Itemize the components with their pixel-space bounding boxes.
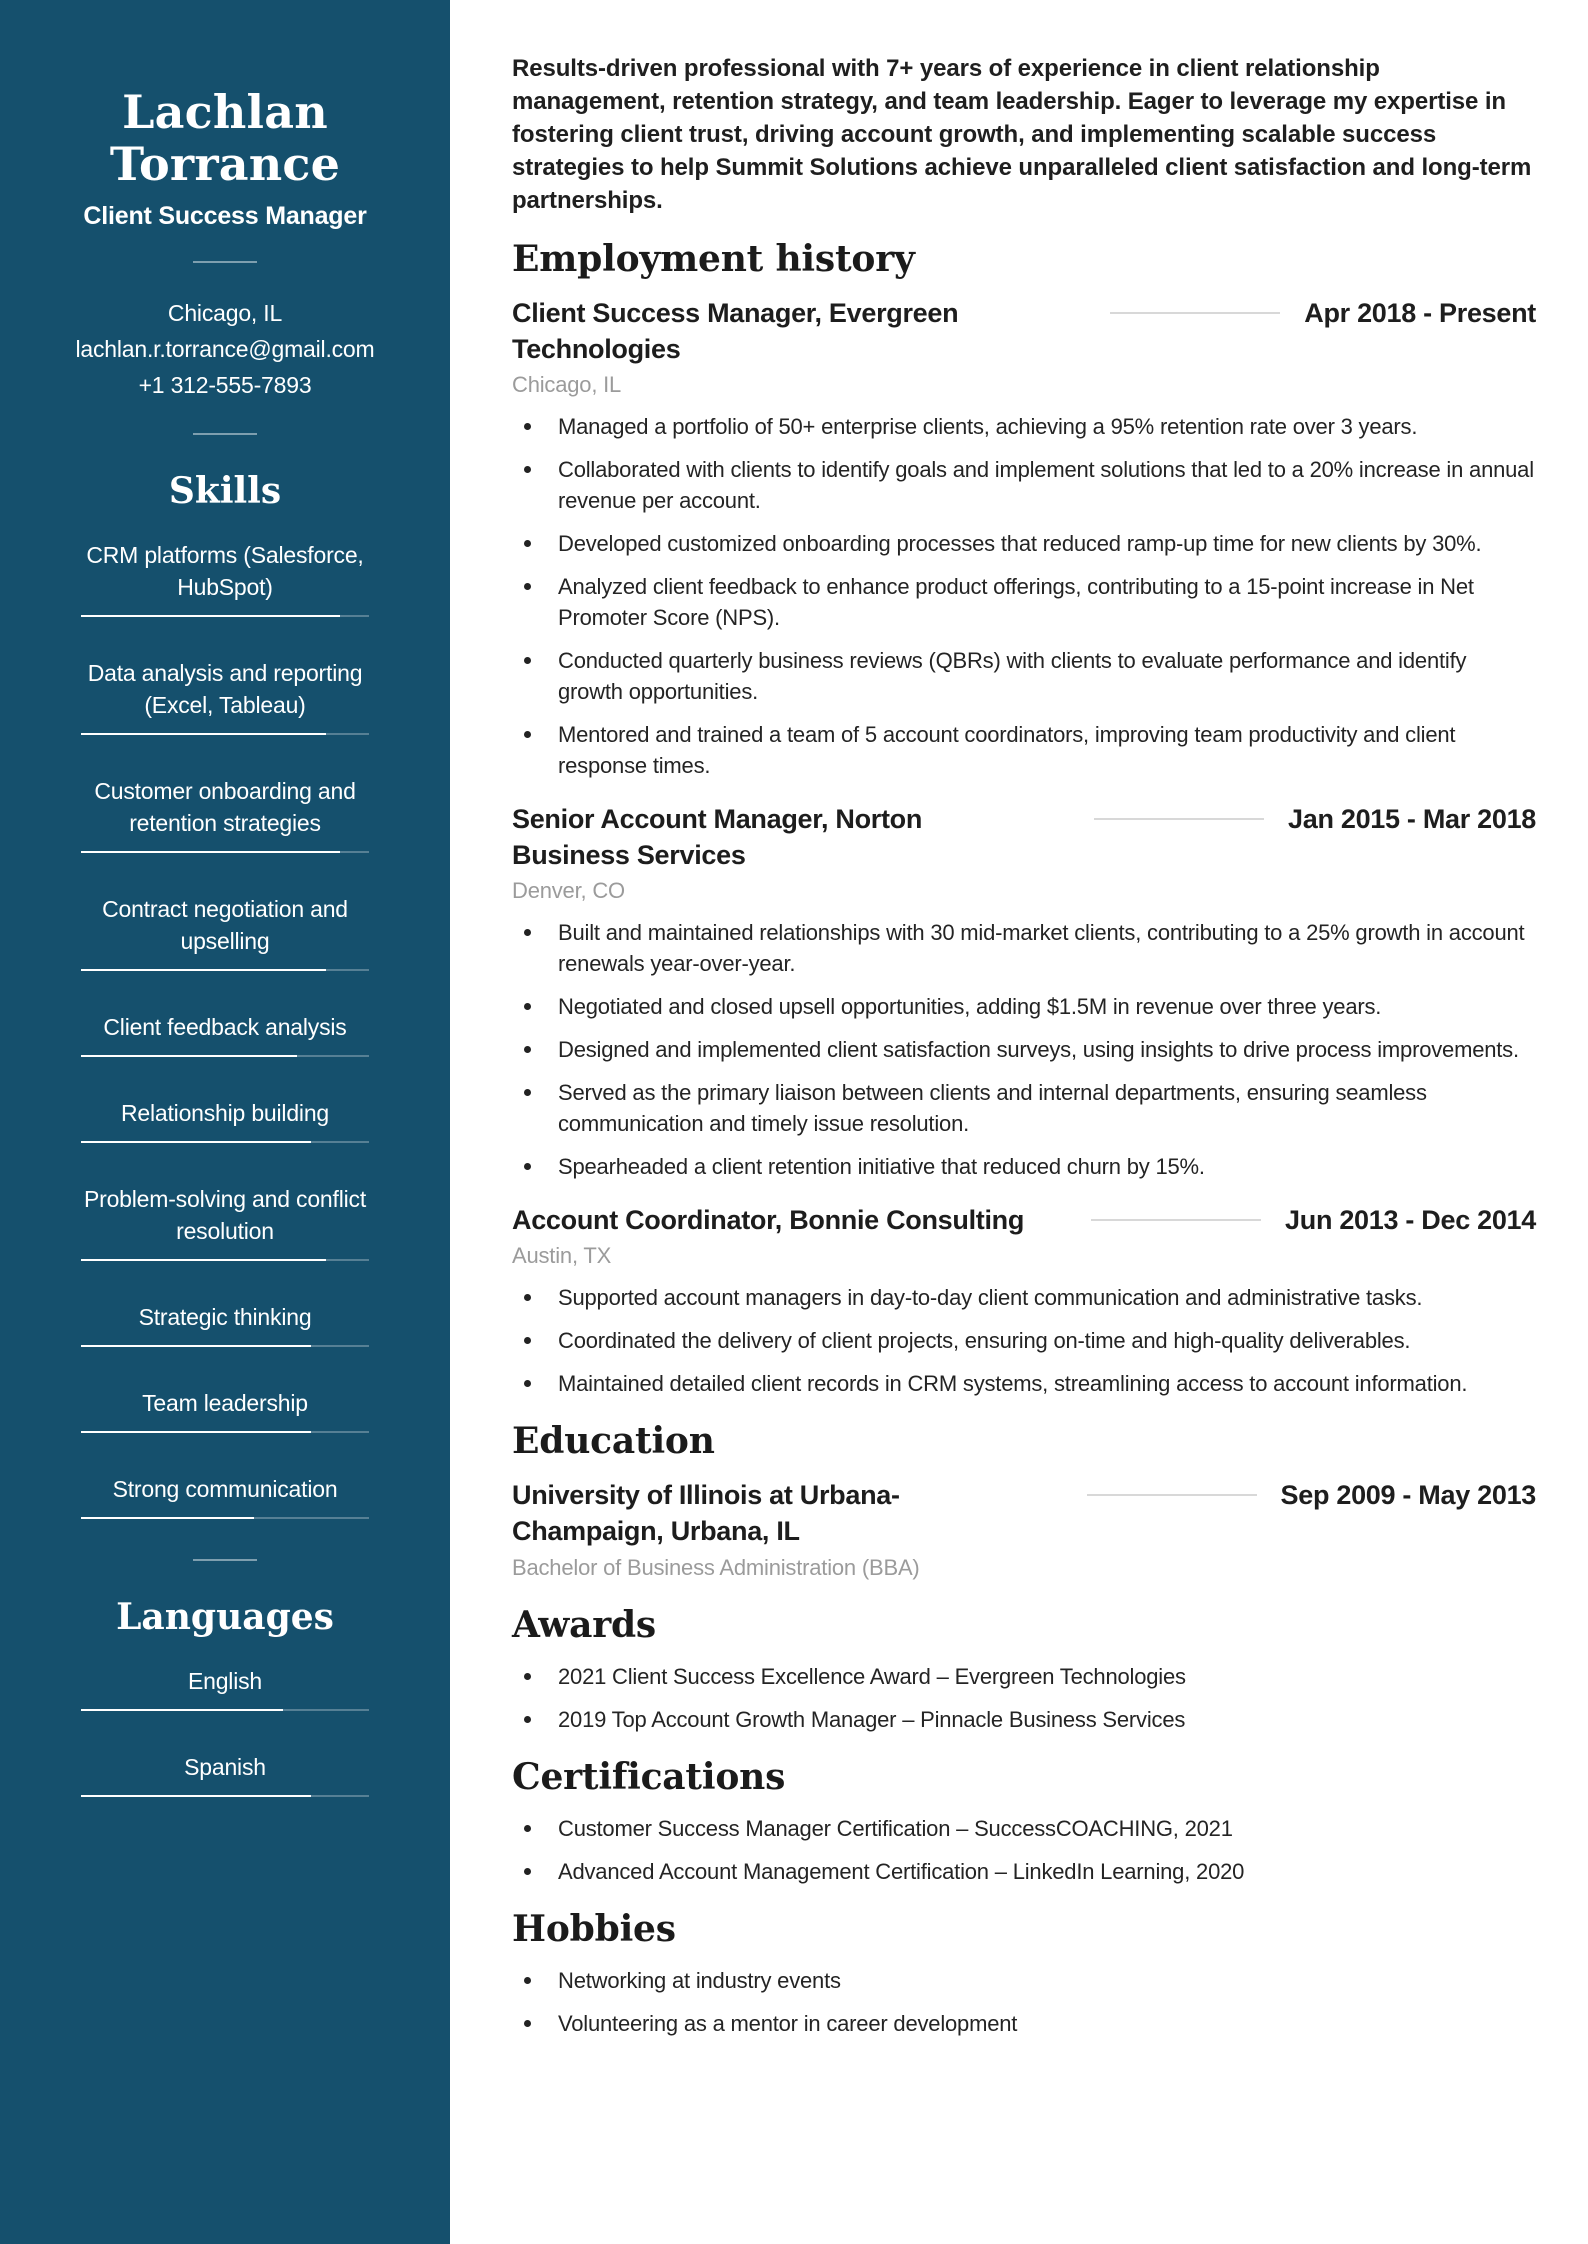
main-content: [450, 0, 1588, 2244]
bullet-item: Managed a portfolio of 50+ enterprise clients, achieving a 95% retention rate over 3 years.: [558, 411, 1536, 442]
skill-level-bar: [81, 969, 369, 971]
awards-heading: Awards: [512, 1604, 656, 1646]
skill-level-fill: [81, 969, 326, 971]
job-bullet-list: [512, 1282, 1536, 1399]
skill-level-fill: [81, 1431, 311, 1433]
profile-summary: Results-driven professional with 7+ years of experience in client relationship management, retention strategy, and team leadership. Eager to leverage my expertise in fostering client trust, driving account growth, and implementing scalable success strategies to help Summit Solutions achieve unparalleled client satisfaction and long-term partnerships.: [512, 55, 1532, 214]
language-label: Spanish: [184, 1754, 266, 1780]
skill-level-bar: [81, 1055, 369, 1057]
language-level-bar: [81, 1709, 369, 1711]
sidebar-divider: [193, 433, 257, 435]
bullet-item: 2021 Client Success Excellence Award – Evergreen Technologies: [558, 1661, 1536, 1692]
skill-label: Relationship building: [120, 1100, 330, 1126]
language-item: [81, 1751, 369, 1797]
language-label: English: [187, 1668, 263, 1694]
certifications-heading: Certifications: [512, 1756, 786, 1798]
candidate-job-title: Client Success Manager: [83, 202, 367, 230]
job-bullet-list: [512, 411, 1536, 781]
skill-level-fill: [81, 1055, 297, 1057]
certifications-list: [512, 1813, 1536, 1887]
skill-label: Client feedback analysis: [103, 1014, 347, 1040]
skill-label: Strategic thinking: [138, 1304, 312, 1330]
job-header: [512, 1202, 1536, 1238]
contact-block: [40, 295, 410, 403]
bullet-item: Mentored and trained a team of 5 account coordinators, improving team productivity and client response times.: [558, 719, 1536, 781]
education-heading: Education: [512, 1420, 715, 1462]
bullet-item: Collaborated with clients to identify goals and implement solutions that led to a 20% increase in annual revenue per account.: [558, 454, 1536, 516]
skill-item: [81, 1011, 369, 1057]
bullet-item: Spearheaded a client retention initiative that reduced churn by 15%.: [558, 1151, 1536, 1182]
skill-item: [81, 539, 369, 617]
language-item: [81, 1665, 369, 1711]
job-location: Denver, CO: [512, 878, 625, 903]
date-separator-line: [1110, 312, 1280, 314]
skills-heading: Skills: [168, 470, 282, 512]
degree-name: Bachelor of Business Administration (BBA): [512, 1555, 920, 1580]
bullet-item: Developed customized onboarding processes that reduced ramp-up time for new clients by 30%.: [558, 528, 1536, 559]
hobbies-heading: Hobbies: [512, 1908, 676, 1950]
job-bullet-list: [512, 917, 1536, 1182]
job-location: Austin, TX: [512, 1243, 612, 1268]
employment-heading: Employment history: [512, 238, 915, 280]
skill-level-bar: [81, 1259, 369, 1261]
skill-item: [81, 1301, 369, 1347]
job-entry: [512, 1202, 1536, 1399]
sidebar-divider: [193, 261, 257, 263]
skill-item: [81, 1097, 369, 1143]
languages-heading: Languages: [116, 1596, 334, 1638]
date-separator-line: [1091, 1219, 1261, 1221]
skill-level-bar: [81, 1517, 369, 1519]
contact-location: Chicago, IL: [167, 300, 283, 326]
job-header: [512, 295, 1536, 367]
job-location: Chicago, IL: [512, 372, 622, 397]
job-title: Client Success Manager, Evergreen Technologies: [512, 298, 959, 364]
skill-item: [81, 1183, 369, 1261]
bullet-item: Served as the primary liaison between clients and internal departments, ensuring seamless communication and timely issue resolution.: [558, 1077, 1536, 1139]
language-level-fill: [81, 1795, 311, 1797]
skill-level-fill: [81, 1141, 311, 1143]
job-dates: Apr 2018 - Present: [1304, 298, 1536, 328]
bullet-item: Customer Success Manager Certification – SuccessCOACHING, 2021: [558, 1813, 1536, 1844]
job-entry: [512, 295, 1536, 781]
bullet-item: Analyzed client feedback to enhance product offerings, contributing to a 15-point increase in Net Promoter Score (NPS).: [558, 571, 1536, 633]
skill-level-fill: [81, 851, 340, 853]
hobbies-list: [512, 1965, 1536, 2039]
sidebar-divider: [193, 1559, 257, 1561]
date-separator-line: [1087, 1494, 1257, 1496]
skill-level-bar: [81, 1431, 369, 1433]
job-header: [512, 801, 1536, 873]
skill-item: [81, 1473, 369, 1519]
bullet-item: 2019 Top Account Growth Manager – Pinnacle Business Services: [558, 1704, 1536, 1735]
bullet-item: Built and maintained relationships with 30 mid-market clients, contributing to a 25% growth in account renewals year-over-year.: [558, 917, 1536, 979]
bullet-item: Supported account managers in day-to-day client communication and administrative tasks.: [558, 1282, 1536, 1313]
skill-label: Customer onboarding and retention strategies: [94, 778, 356, 836]
skill-level-bar: [81, 615, 369, 617]
bullet-item: Advanced Account Management Certification – LinkedIn Learning, 2020: [558, 1856, 1536, 1887]
job-dates: Jun 2013 - Dec 2014: [1285, 1205, 1536, 1235]
language-level-bar: [81, 1795, 369, 1797]
education-entry: [512, 1477, 1536, 1583]
education-header: [512, 1477, 1536, 1549]
bullet-item: Conducted quarterly business reviews (QBRs) with clients to evaluate performance and identify growth opportunities.: [558, 645, 1536, 707]
awards-list: [512, 1661, 1536, 1735]
skill-item: [81, 657, 369, 735]
bullet-item: Volunteering as a mentor in career development: [558, 2008, 1536, 2039]
skill-level-fill: [81, 1259, 326, 1261]
skill-item: [81, 775, 369, 853]
candidate-name: Lachlan Torrance: [109, 85, 341, 191]
job-title: Senior Account Manager, Norton Business Services: [512, 804, 923, 870]
bullet-item: Coordinated the delivery of client projects, ensuring on-time and high-quality deliverables.: [558, 1325, 1536, 1356]
skill-item: [81, 893, 369, 971]
skill-label: Contract negotiation and upselling: [102, 896, 348, 954]
skill-level-fill: [81, 1517, 254, 1519]
job-title: Account Coordinator, Bonnie Consulting: [512, 1205, 1025, 1235]
contact-email: lachlan.r.torrance@gmail.com: [75, 336, 375, 362]
bullet-item: Maintained detailed client records in CRM systems, streamlining access to account information.: [558, 1368, 1536, 1399]
skill-label: Team leadership: [142, 1390, 308, 1416]
education-dates: Sep 2009 - May 2013: [1280, 1480, 1536, 1510]
date-separator-line: [1094, 818, 1264, 820]
job-dates: Jan 2015 - Mar 2018: [1288, 804, 1536, 834]
skill-label: Problem-solving and conflict resolution: [83, 1186, 367, 1244]
skill-level-fill: [81, 615, 340, 617]
contact-phone: +1 312-555-7893: [138, 372, 312, 398]
bullet-item: Negotiated and closed upsell opportunities, adding $1.5M in revenue over three years.: [558, 991, 1536, 1022]
job-entry: [512, 801, 1536, 1182]
skill-level-bar: [81, 1141, 369, 1143]
skill-label: CRM platforms (Salesforce, HubSpot): [86, 542, 364, 600]
language-level-fill: [81, 1709, 283, 1711]
skill-label: Data analysis and reporting (Excel, Tableau): [87, 660, 363, 718]
bullet-item: Designed and implemented client satisfaction surveys, using insights to drive process improvements.: [558, 1034, 1536, 1065]
skill-level-bar: [81, 851, 369, 853]
skill-level-fill: [81, 733, 326, 735]
skill-item: [81, 1387, 369, 1433]
skill-level-fill: [81, 1345, 311, 1347]
skill-label: Strong communication: [112, 1476, 338, 1502]
school-name: University of Illinois at Urbana-Champaign, Urbana, IL: [512, 1480, 900, 1546]
sidebar: [0, 0, 450, 2244]
skill-level-bar: [81, 1345, 369, 1347]
bullet-item: Networking at industry events: [558, 1965, 1536, 1996]
skill-level-bar: [81, 733, 369, 735]
